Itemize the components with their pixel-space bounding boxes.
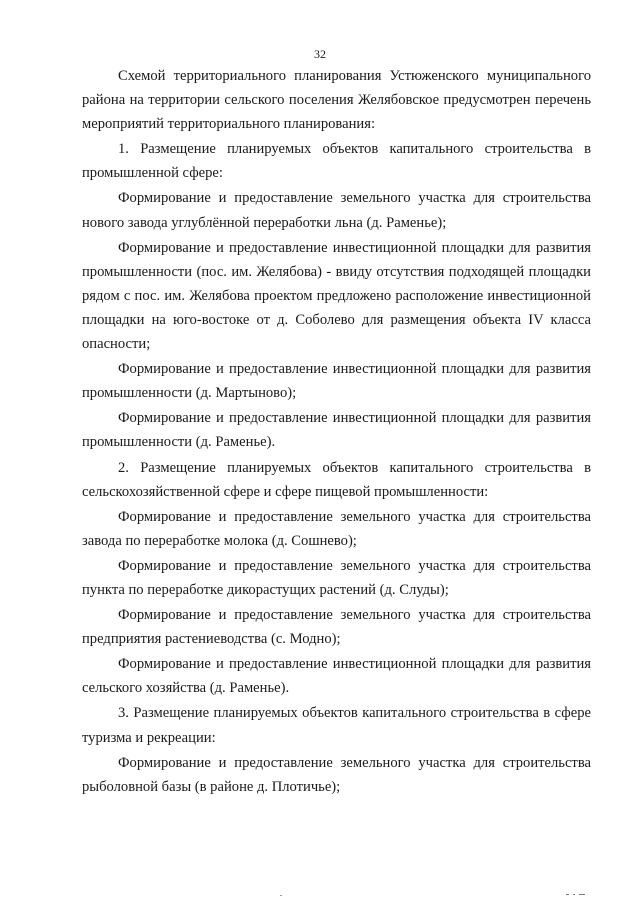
list-item: Формирование и предоставление инвестиционной площадки для развития промышленности (пос. им. Желябова) - ввиду отсутствия подходящей площадки рядом с пос. им. Желябова проектом предложено расположение инвестиционной площадки на юго-востоке от д. Соболево для размещения объекта IV класса опасности;	[82, 239, 591, 353]
scan-artifact	[566, 892, 596, 898]
section-2-heading: 2. Размещение планируемых объектов капитального строительства в сельскохозяйственной сфере и сфере пищевой промышленности:	[82, 459, 591, 500]
document-body	[82, 64, 591, 800]
list-item: Формирование и предоставление инвестиционной площадки для развития сельского хозяйства (д. Раменье).	[82, 656, 591, 697]
list-item: Формирование и предоставление земельного участка для строительства пункта по переработке дикорастущих растений (д. Слуды);	[82, 557, 591, 598]
section-1-heading: 1. Размещение планируемых объектов капитального строительства в промышленной сфере:	[82, 141, 591, 182]
intro-paragraph: Схемой территориального планирования Устюженского муниципального района на территории сельского поселения Желябовское предусмотрен перечень мероприятий территориального планирования:	[82, 68, 591, 133]
list-item: Формирование и предоставление инвестиционной площадки для развития промышленности (д. Мартыново);	[82, 361, 591, 402]
list-item: Формирование и предоставление земельного участка для строительства нового завода углублённой переработки льна (д. Раменье);	[82, 190, 591, 231]
scan-artifact	[280, 895, 282, 896]
list-item: Формирование и предоставление земельного участка для строительства предприятия растениеводства (с. Модно);	[82, 607, 591, 648]
list-item: Формирование и предоставление инвестиционной площадки для развития промышленности (д. Раменье).	[82, 410, 591, 451]
section-3-heading: 3. Размещение планируемых объектов капитального строительства в сфере туризма и рекреации:	[82, 705, 591, 746]
page-number: 32	[314, 47, 326, 61]
list-item: Формирование и предоставление земельного участка для строительства завода по переработке молока (д. Сошнево);	[82, 508, 591, 549]
list-item: Формирование и предоставление земельного участка для строительства рыболовной базы (в районе д. Плотичье);	[82, 754, 591, 795]
